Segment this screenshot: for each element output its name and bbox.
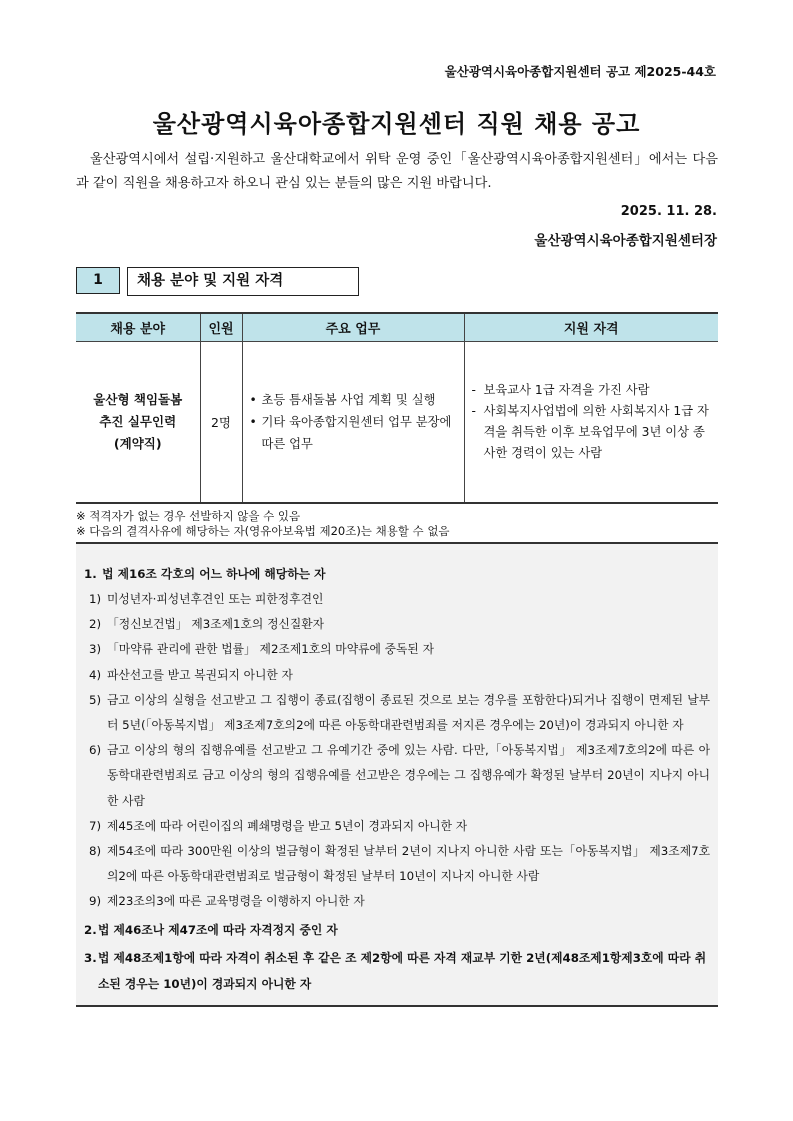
sub-item-text: 「마약류 관리에 관한 법률」 제2조제1호의 마약류에 중독된 자 [107, 642, 434, 657]
cell-count: 2명 [200, 342, 242, 504]
sub-item-number: 2) [89, 617, 102, 632]
sub-item [84, 688, 710, 738]
duty-item: • 기타 육아종합지원센터 업무 분장에 따른 업무 [250, 411, 459, 455]
header-count: 인원 [200, 313, 242, 342]
page-title: 울산광역시육아종합지원센터 직원 채용 공고 [152, 110, 641, 138]
note-item: ※ 다음의 결격사유에 해당하는 자(영유아보육법 제20조)는 채용할 수 없음 [76, 524, 450, 538]
field-line: (계약직) [113, 436, 162, 451]
recruitment-table [76, 312, 718, 504]
sub-item-number: 8) [89, 844, 102, 859]
note-item: ※ 적격자가 없는 경우 선발하지 않을 수 있음 [76, 509, 301, 523]
field-line: 울산형 책임돌봄 [93, 392, 183, 407]
item-number: 1. [84, 567, 97, 581]
header-field: 채용 분야 [76, 313, 200, 342]
sub-item-number: 4) [89, 667, 102, 682]
cell-qualifications [464, 342, 718, 504]
section-title: 채용 분야 및 지원 자격 [127, 267, 359, 296]
qualification-item: - 보육교사 1급 자격을 가진 사람 [470, 380, 712, 401]
sub-item [84, 637, 710, 662]
sub-item [84, 738, 710, 814]
disqualification-item-3 [84, 945, 710, 997]
sub-item-text: 금고 이상의 실형을 선고받고 그 집행이 종료(집행이 종료된 것으로 보는 경우를 포함한다)되거나 집행이 면제된 날부터 5년(「아동복지법」 제3조제7호의2에 따른 아동학대관련범죄를 저지른 경우에는 20년)이 경과되지 아니한 자 [107, 692, 710, 733]
item-title: 법 제16조 각호의 어느 하나에 해당하는 자 [102, 567, 326, 581]
sub-item [84, 587, 710, 612]
sub-item [84, 814, 710, 839]
sub-item-text: 파산선고를 받고 복권되지 아니한 자 [107, 667, 293, 682]
disqualification-box [76, 542, 718, 1007]
item-title: 법 제46조나 제47조에 따라 자격정지 중인 자 [98, 922, 338, 937]
notice-number: 울산광역시육아종합지원센터 공고 제2025-44호 [444, 64, 716, 79]
sub-item-number: 6) [89, 743, 102, 758]
item-title: 법 제48조제1항에 따라 자격이 취소된 후 같은 조 제2항에 따른 자격 재교부 기한 2년(제48조제1항제3호에 따라 취소된 경우는 10년)이 경과되지 아니한 자 [98, 950, 707, 991]
header-qualifications: 지원 자격 [464, 313, 718, 342]
sub-item-number: 5) [89, 692, 102, 707]
cell-field [76, 342, 200, 504]
sub-item [84, 839, 710, 889]
sub-item-number: 1) [89, 592, 102, 606]
sub-item-number: 9) [89, 894, 102, 909]
notice-signer: 울산광역시육아종합지원센터장 [534, 233, 717, 249]
table-row [76, 342, 718, 504]
sub-item-text: 제23조의3에 따른 교육명령을 이행하지 아니한 자 [107, 894, 365, 909]
sub-item-text: 「정신보건법」 제3조제1호의 정신질환자 [107, 617, 325, 632]
intro-paragraph: 울산광역시에서 설립·지원하고 울산대학교에서 위탁 운영 중인「울산광역시육아종합지원센터」에서는 다음과 같이 직원을 채용하고자 하오니 관심 있는 분들의 많은 지원 바랍니다. [76, 152, 718, 191]
sub-item [84, 889, 710, 914]
duty-item: • 초등 틈새돌봄 사업 계획 및 실행 [250, 389, 459, 411]
sub-item-number: 7) [89, 818, 102, 833]
cell-duties [242, 342, 464, 504]
sub-item-text: 제54조에 따라 300만원 이상의 벌금형이 확정된 날부터 2년이 지나지 아니한 사람 또는「아동복지법」 제3조제7호의2에 따른 아동학대관련범죄로 벌금형이 확정된 날부터 10년이 지나지 아니한 사람 [107, 844, 710, 884]
section-number: 1 [76, 267, 120, 294]
table-header-row [76, 313, 718, 342]
disqualification-item-2 [84, 917, 710, 943]
header-duties: 주요 업무 [242, 313, 464, 342]
disqualification-item-1 [84, 559, 710, 587]
sub-item [84, 612, 710, 637]
sub-item-number: 3) [89, 642, 102, 657]
notice-date: 2025. 11. 28. [620, 204, 717, 219]
sub-item [84, 663, 710, 688]
sub-item-text: 금고 이상의 형의 집행유예를 선고받고 그 유예기간 중에 있는 사람. 다만,「아동복지법」 제3조제7호의2에 따른 아동학대관련범죄로 금고 이상의 형의 집행유예를 선고받은 경우에는 그 집행유예가 확정된 날부터 20년이 지나지 아니한 사람 [107, 743, 710, 808]
item-number: 3. [84, 950, 97, 965]
field-line: 추진 실무인력 [99, 414, 177, 429]
notes [76, 509, 450, 539]
item-number: 2. [84, 922, 97, 937]
sub-item-text: 미성년자·피성년후견인 또는 피한정후견인 [107, 592, 324, 606]
qualification-item: - 사회복지사업법에 의한 사회복지사 1급 자격을 취득한 이후 보육업무에 3년 이상 종사한 경력이 있는 사람 [470, 401, 712, 464]
sub-item-text: 제45조에 따라 어린이집의 폐쇄명령을 받고 5년이 경과되지 아니한 자 [107, 818, 468, 833]
